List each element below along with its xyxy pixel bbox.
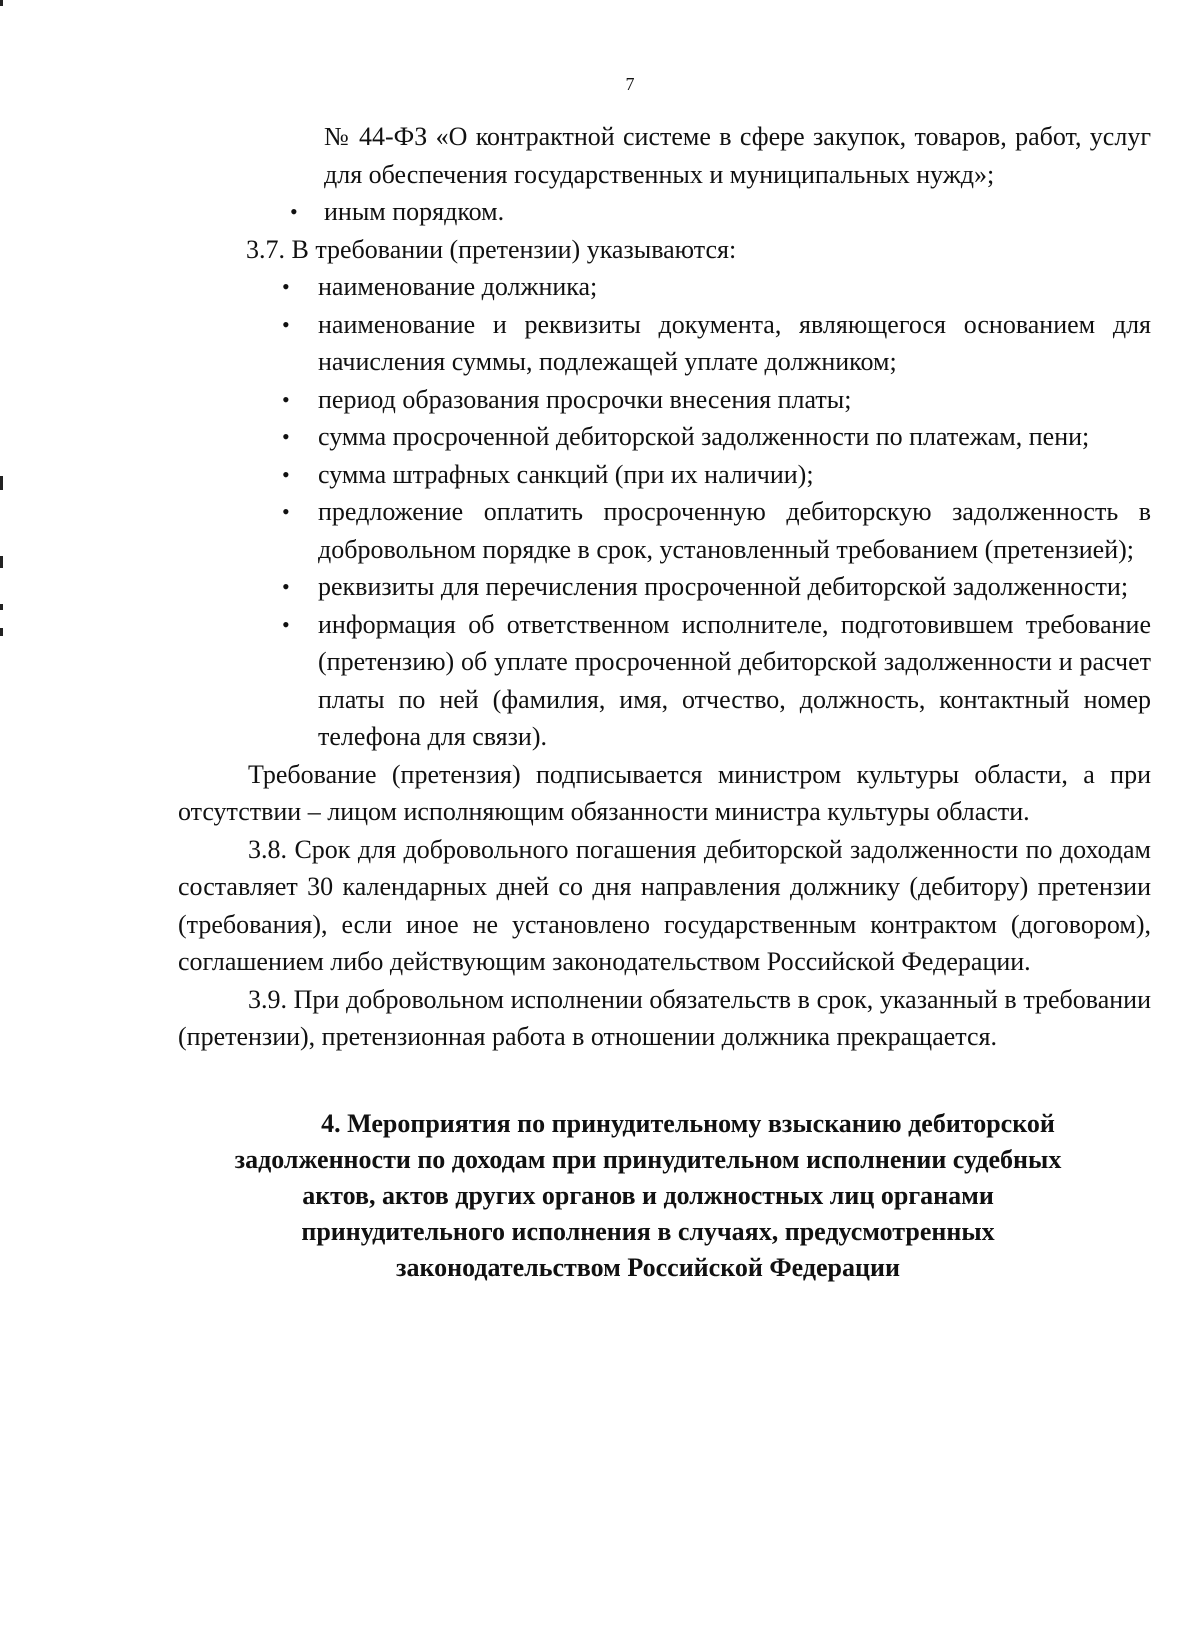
top-bullet-list	[178, 193, 1151, 231]
list-item-text: реквизиты для перечисления просроченной дебиторской задолженности;	[318, 572, 1129, 601]
list-item-text: сумма просроченной дебиторской задолженности по платежам, пени;	[318, 422, 1090, 451]
bullet-icon: •	[282, 461, 290, 487]
bullet-icon: •	[282, 274, 290, 299]
bullet-icon: •	[282, 311, 290, 337]
document-body	[178, 118, 1151, 1286]
list-item	[178, 606, 1151, 756]
continuation-text: № 44-ФЗ «О контрактной системе в сфере закупок, товаров, работ, услуг для обеспечения государственных и муниципальных нужд»;	[324, 122, 1151, 189]
scan-mark-4	[0, 628, 3, 636]
heading-line: задолженности по доходам при принудительном исполнении судебных	[234, 1144, 1062, 1174]
section-3-7-intro: 3.7. В требовании (претензии) указываются:	[246, 234, 737, 264]
list-item-text: наименование и реквизиты документа, являющегося основанием для начисления суммы, подлежащей уплате должником;	[318, 309, 1151, 376]
scan-mark-3	[0, 604, 3, 610]
page-number: 7	[625, 74, 635, 94]
heading-line: актов, актов других органов и должностных лиц органами	[302, 1180, 994, 1210]
list-item	[178, 456, 1151, 494]
list-item	[178, 193, 1151, 231]
bullet-icon: •	[282, 499, 290, 524]
bullet-icon: •	[282, 574, 290, 599]
bullet-icon: •	[290, 199, 298, 224]
list-item	[178, 568, 1151, 606]
section-3-8-paragraph: 3.8. Срок для добровольного погашения дебиторской задолженности по доходам составляет 30 календарных дней со дня направления должнику (дебитору) претензии (требования), если иное не установлено государственным контрактом (договором), соглашением либо действующим законодательством Российской Федерации.	[178, 834, 1151, 976]
scan-mark-top	[0, 0, 3, 6]
heading-line: 4. Мероприятия по принудительному взысканию дебиторской	[321, 1108, 1055, 1138]
bullet-icon: •	[282, 611, 290, 637]
list-item	[178, 381, 1151, 419]
list-item	[178, 268, 1151, 306]
list-item	[178, 418, 1151, 456]
bullet-icon: •	[282, 424, 290, 449]
list-item-text: период образования просрочки внесения платы;	[318, 384, 852, 414]
scan-mark-1	[0, 476, 3, 490]
bullet-icon: •	[282, 386, 290, 412]
heading-line: принудительного исполнения в случаях, предусмотренных	[301, 1216, 995, 1246]
list-item	[178, 493, 1151, 568]
section-4-heading	[208, 1106, 1088, 1286]
list-item-text: иным порядком.	[324, 197, 505, 226]
list-item-text: наименование должника;	[318, 272, 598, 301]
signature-paragraph: Требование (претензия) подписывается министром культуры области, а при отсутствии – лицом исполняющим обязанности министра культуры области.	[178, 759, 1151, 826]
list-item-text: сумма штрафных санкций (при их наличии);	[318, 459, 814, 489]
heading-line: законодательством Российской Федерации	[396, 1252, 900, 1282]
section-3-9-paragraph: 3.9. При добровольном исполнении обязательств в срок, указанный в требовании (претензии), претензионная работа в отношении должника прекращается.	[178, 984, 1151, 1051]
scan-mark-2	[0, 556, 3, 568]
list-item-text: информация об ответственном исполнителе, подготовившем требование (претензию) об уплате просроченной дебиторской задолженности и расчет платы по ней (фамилия, имя, отчество, должность, контактный номер телефона для связи).	[318, 609, 1151, 751]
list-item	[178, 306, 1151, 381]
section-3-7-list	[178, 268, 1151, 756]
list-item-text: предложение оплатить просроченную дебиторскую задолженность в добровольном порядке в срок, установленный требованием (претензией);	[318, 497, 1151, 564]
